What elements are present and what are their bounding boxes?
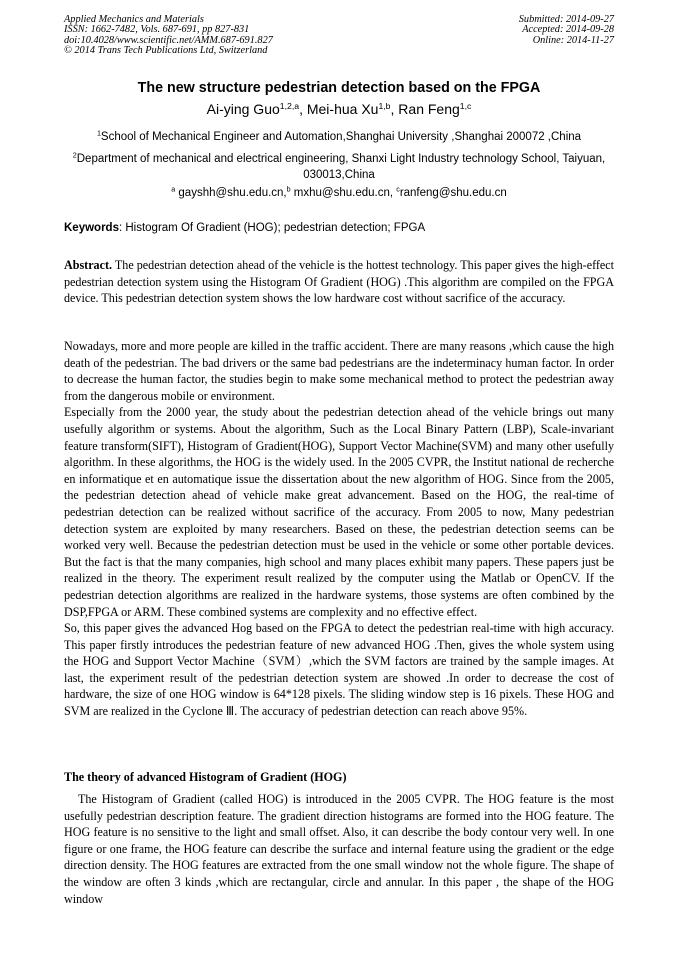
body-paragraph: So, this paper gives the advanced Hog based on the FPGA to detect the pedestrian real-time with high accuracy. This paper firstly introduces the pedestrian feature of new advanced HOG .Then, gives the whole system using the HOG and Support Vector Machine（SVM）,which the SVM factors are trained by the sample images. At last, the experiment result of the pedestrian detection system are showed .In order to decrease the cost of hardware, the size of one HOG window is 64*128 pixels. The sliding window step is 16 pixels. These HOG and SVM are realized in the Cyclone Ⅲ. The accuracy of pedestrian detection can reach above 95%. — [64, 621, 614, 719]
body-paragraph: Especially from the 2000 year, the study about the pedestrian detection ahead of the vehicle brings out many usefully algorithm or systems. About the algorithm, Such as the Local Binary Pattern (LBP), Scale-invariant feature transform(SIFT), Histogram of Gradient(HOG), Support Vector Machine(SVM) and many other usefully algorithm. In these algorithms, the HOG is the widely used. In the 2005 CVPR, the Institut national de recherche en informatique et en automatique issue the dissertation about the new algorithm of HOG. Since from the 2005, the pedestrian detection ahead of vehicle make great advancement. Based on the HOG, the real-time of pedestrian detection can be realized without sacrifice of the accuracy. From 2005 to now, Many pedestrian detection system are exploited by many researchers. Based on these, the pedestrian detection seems can be worked very well. Because the pedestrian detection must be used in the vehicle or some other portable devices. But the fact is that the many companies, high school and many places exhibit many papers. These papers just be realized in the theory. The experiment result realized by the computer using the Matlab or OpenCV. If the pedestrian detection algorithms are realized in the hardware systems, those systems are often combined by the DSP,FPGA or ARM. These combined systems are complexity and no effective effect. — [64, 405, 614, 619]
affiliation-text: Department of mechanical and electrical engineering, Shanxi Light Industry technology School, Taiyuan, 030013,China — [76, 153, 606, 181]
submitted-date: Submitted: 2014-09-27 — [518, 14, 614, 25]
hog-paragraph: The Histogram of Gradient (called HOG) is introduced in the 2005 CVPR. The HOG feature is the most usefully pedestrian description feature. The gradient direction histograms are formed into the HOG feature. The HOG feature is no sensitive to the light and small offset. Also, it can describe the body contour very well. In one figure or one frame, the HOG feature can describe the surface and internal feature using the gradient or the edge direction density. The HOG features are extracted from the one small window not the whole figure. The shape of the window are often 3 kinds ,which are rectangular, circle and annular. In this paper , the shape of the HOG window — [64, 792, 614, 906]
affiliation-superscript: 2 — [72, 151, 77, 160]
author-separator: , — [390, 101, 399, 117]
author-superscript: 1,c — [459, 100, 472, 111]
doi-line: doi:10.4028/www.scientific.net/AMM.687-691.827 — [64, 34, 273, 46]
accepted-date: Accepted: 2014-09-28 — [522, 24, 614, 36]
affiliation-1 — [64, 129, 614, 145]
author-name: Ran Feng — [398, 101, 460, 117]
abstract-label: Abstract. — [64, 258, 113, 272]
abstract-paragraph — [64, 257, 614, 307]
paper-title: The new structure pedestrian detection based on the FPGA — [137, 80, 541, 96]
journal-header-right — [519, 15, 614, 46]
journal-header-left — [64, 15, 273, 57]
email-list — [0, 187, 678, 199]
introduction-section — [64, 338, 614, 720]
email-address: ranfeng@shu.edu.cn — [399, 187, 507, 199]
journal-name: Applied Mechanics and Materials — [64, 14, 204, 25]
abstract-text: The pedestrian detection ahead of the vehicle is the hottest technology. This paper gives the high-effect pedestrian detection system using the Histogram Of Gradient (HOG) .This algorithm are compiled on the FPGA device. This pedestrian detection system shows the low hardware cost without sacrifice of the accuracy. — [64, 258, 614, 306]
author-name: Mei-hua Xu — [306, 101, 379, 117]
email-superscript: a — [171, 185, 176, 194]
affiliation-superscript: 1 — [96, 129, 101, 138]
copyright-line: © 2014 Trans Tech Publications Ltd, Switzerland — [64, 45, 268, 57]
author-name: Ai-ying Guo — [206, 101, 280, 117]
author-superscript: 1,b — [378, 100, 391, 111]
email-address: gayshh@shu.edu.cn, — [178, 187, 287, 199]
author-separator: , — [299, 101, 307, 117]
body-paragraph: Nowadays, more and more people are killed in the traffic accident. There are many reasons ,which cause the high death of the pedestrian. The bad drivers or the same bad pedestrians are the indeterminacy human factor. In order to decrease the human factor, the studies begin to make some mechanical method to protect the pedestrian away from the dangerous mobile or environment. — [64, 339, 614, 403]
email-superscript: c — [396, 185, 400, 194]
keywords-text: : Histogram Of Gradient (HOG); pedestrian detection; FPGA — [118, 222, 426, 234]
keywords-label: Keywords — [64, 222, 119, 234]
keywords-line — [64, 222, 614, 234]
email-address: mxhu@shu.edu.cn, — [293, 187, 397, 199]
affiliation-text: School of Mechanical Engineer and Automation,Shanghai University ,Shanghai 200072 ,China — [100, 131, 582, 143]
issn-line: ISSN: 1662-7482, Vols. 687-691, pp 827-831 — [64, 24, 250, 36]
email-superscript: b — [286, 185, 291, 194]
online-date: Online: 2014-11-27 — [532, 34, 614, 46]
affiliation-2 — [64, 151, 614, 183]
section-heading: The theory of advanced Histogram of Gradient (HOG) — [64, 770, 347, 784]
author-superscript: 1,2,a — [279, 100, 300, 111]
author-list — [0, 101, 678, 117]
